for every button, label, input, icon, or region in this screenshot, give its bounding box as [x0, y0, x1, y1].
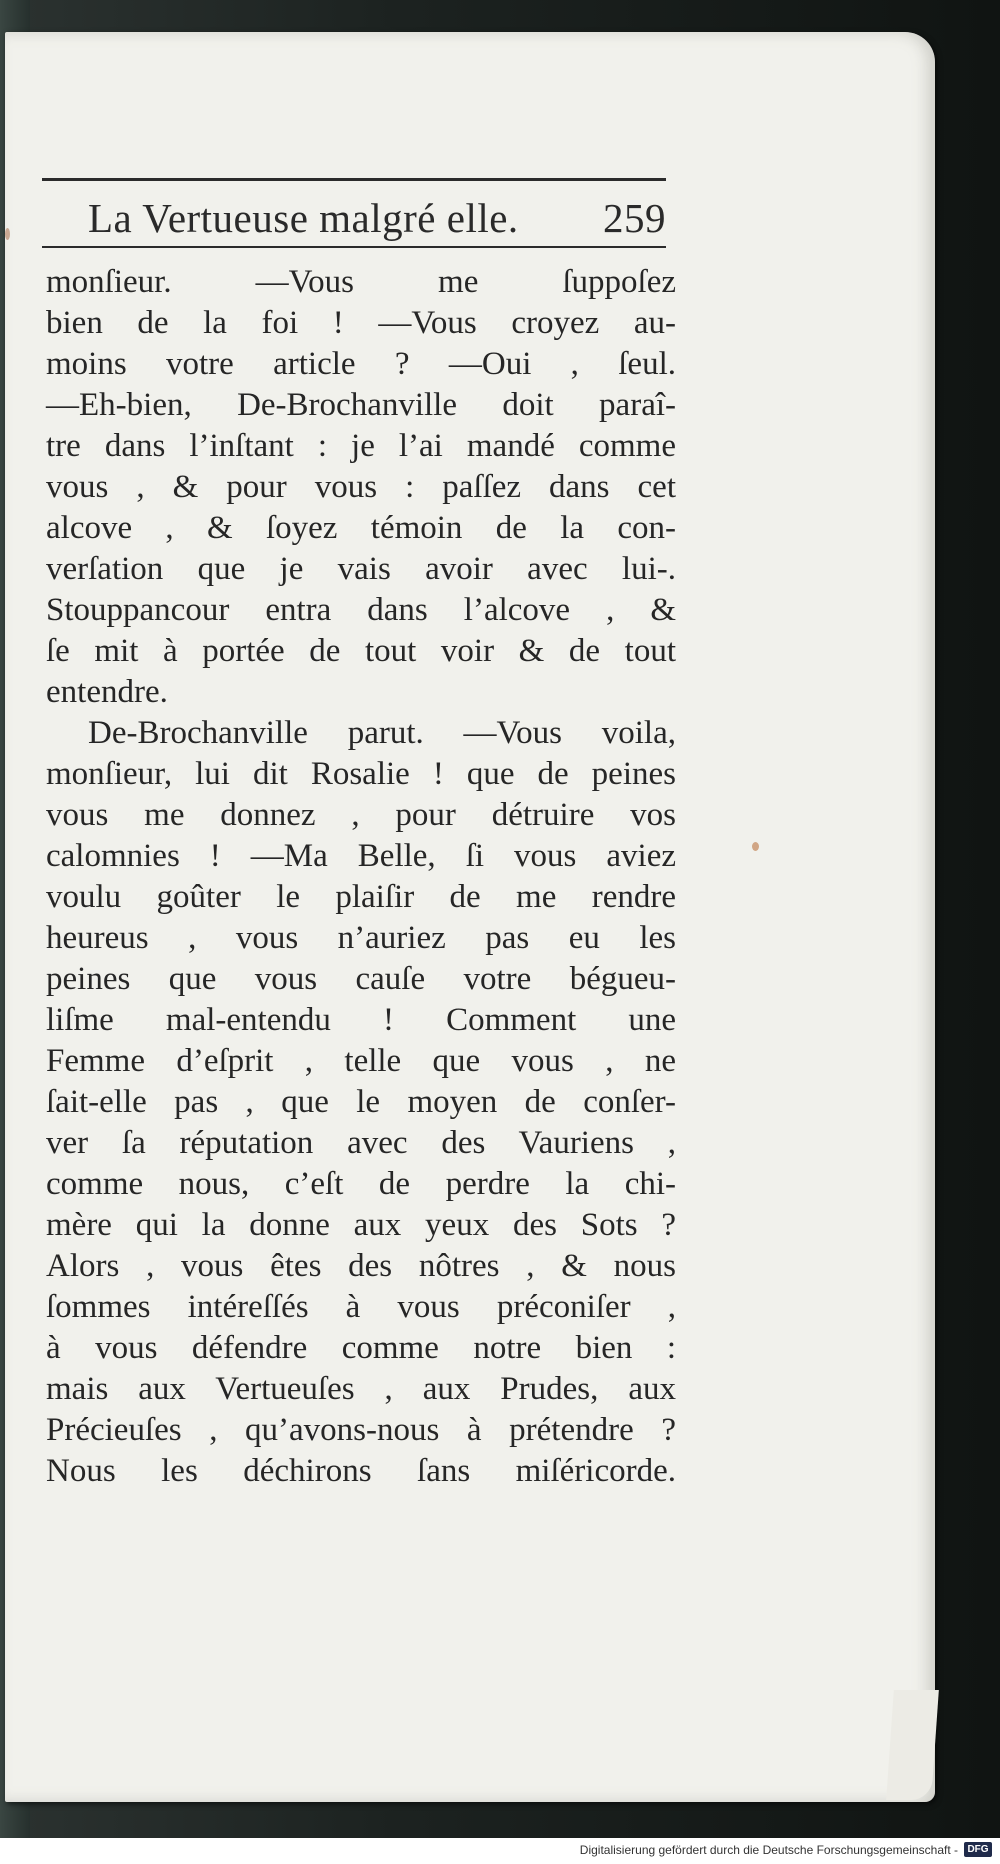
- text-line: Stouppancour entra dans l’alcove , &: [46, 592, 676, 628]
- text-line: vous me donnez , pour détruire vos: [46, 797, 676, 833]
- text-line: alcove , & ſoyez témoin de la con-: [46, 510, 676, 546]
- text-line: ver ſa réputation avec des Vauriens ,: [46, 1125, 676, 1161]
- text-line: monſieur, lui dit Rosalie ! que de peines: [46, 756, 676, 792]
- text-line: ſommes intéreſſés à vous préconiſer ,: [46, 1289, 676, 1325]
- header-rule-top: [42, 178, 666, 181]
- text-line: monſieur. —Vous me ſuppoſez: [46, 264, 676, 300]
- text-line: moins votre article ? —Oui , ſeul.: [46, 346, 676, 382]
- text-line: bien de la foi ! —Vous croyez au-: [46, 305, 676, 341]
- header-rule-bottom: [42, 246, 666, 248]
- page-number: 259: [603, 195, 666, 241]
- text-line: —Eh-bien, De-Brochanville doit paraî-: [46, 387, 676, 423]
- text-line: Alors , vous êtes des nôtres , & nous: [46, 1248, 676, 1284]
- text-line: comme nous, c’eſt de perdre la chi-: [46, 1166, 676, 1202]
- text-line: voulu goûter le plaiſir de me rendre: [46, 879, 676, 915]
- funding-credit: Digitalisierung gefördert durch die Deutsche Forschungsgemeinschaft -: [579, 1843, 958, 1857]
- text-line: entendre.: [46, 674, 168, 710]
- text-line: mais aux Vertueuſes , aux Prudes, aux: [46, 1371, 676, 1407]
- text-line: peines que vous cauſe votre bégueu-: [46, 961, 676, 997]
- body-text: [46, 262, 676, 1492]
- text-line: à vous défendre comme notre bien :: [46, 1330, 676, 1366]
- text-line: mère qui la donne aux yeux des Sots ?: [46, 1207, 676, 1243]
- text-line: ſait-elle pas , que le moyen de conſer-: [46, 1084, 676, 1120]
- text-line: heureus , vous n’auriez pas eu les: [46, 920, 676, 956]
- dfg-logo: DFG: [964, 1842, 992, 1857]
- text-line: vous , & pour vous : paſſez dans cet: [46, 469, 676, 505]
- text-line: verſation que je vais avoir avec lui-.: [46, 551, 676, 587]
- text-line: Femme d’eſprit , telle que vous , ne: [46, 1043, 676, 1079]
- running-title: La Vertueuse malgré elle.: [88, 195, 519, 241]
- text-line: tre dans l’inſtant : je l’ai mandé comme: [46, 428, 676, 464]
- text-line: De-Brochanville parut. —Vous voila,: [88, 715, 676, 751]
- paper-mark: [5, 228, 10, 240]
- text-line: calomnies ! —Ma Belle, ſi vous aviez: [46, 838, 676, 874]
- page-corner: [886, 1690, 939, 1800]
- text-line: ſe mit à portée de tout voir & de tout: [46, 633, 676, 669]
- paper-stain: [752, 842, 759, 851]
- running-head: [88, 190, 666, 246]
- text-line: Précieuſes , qu’avons-nous à prétendre ?: [46, 1412, 676, 1448]
- text-line: liſme mal-entendu ! Comment une: [46, 1002, 676, 1038]
- text-line: Nous les déchirons ſans miſéricorde.: [46, 1453, 676, 1489]
